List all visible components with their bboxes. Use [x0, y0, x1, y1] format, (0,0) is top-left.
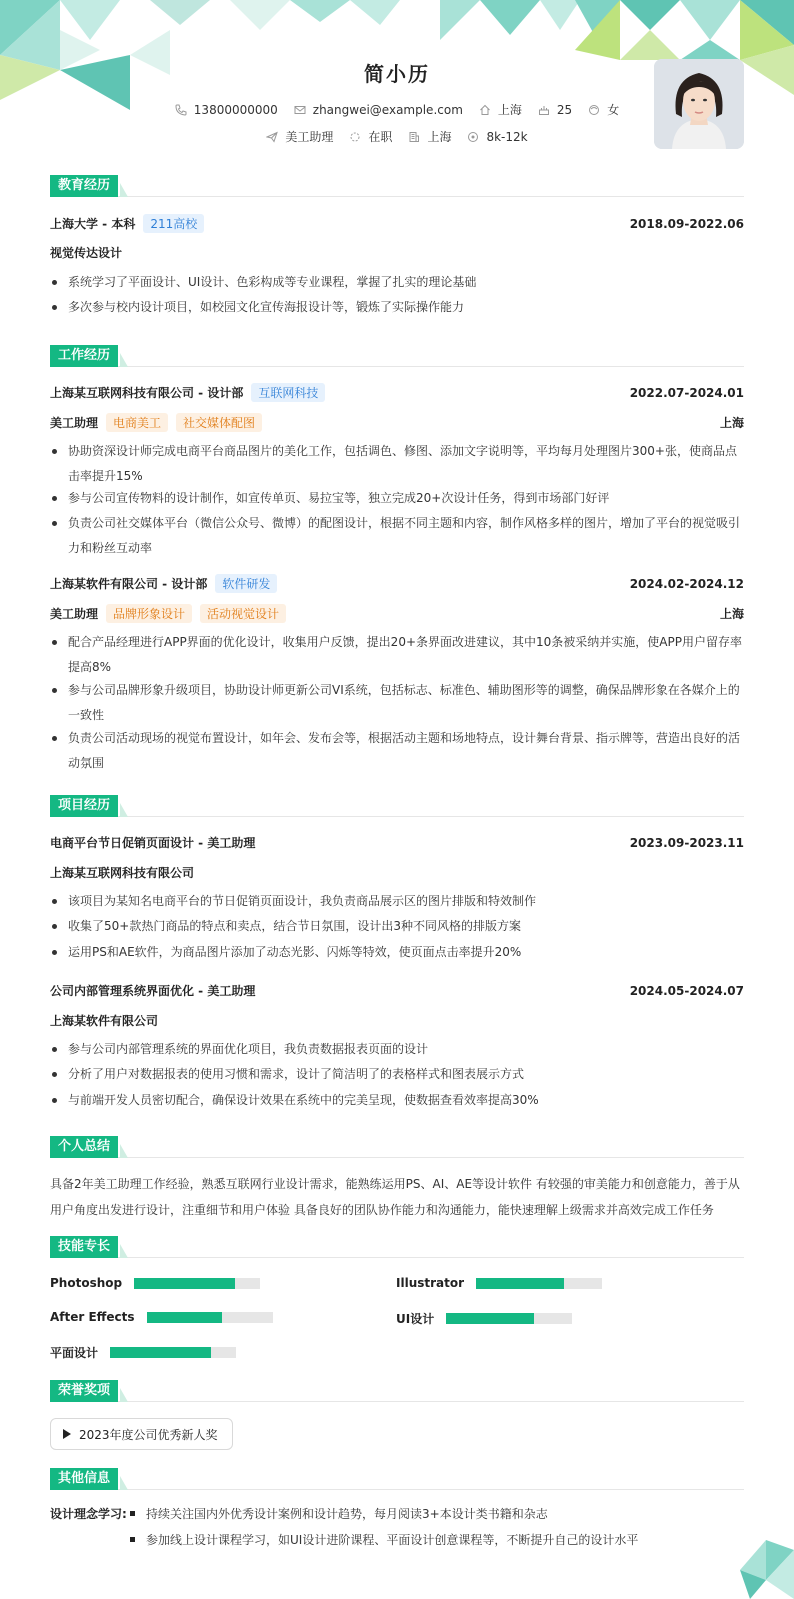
phone-icon: [175, 104, 187, 116]
major: 视觉传达设计: [50, 246, 123, 260]
list-item: 参与公司内部管理系统的界面优化项目，我负责数据报表页面的设计: [50, 1037, 744, 1062]
work-period: 2024.02-2024.12: [629, 576, 744, 591]
project-period: 2024.05-2024.07: [629, 983, 744, 998]
skill-item: [396, 1276, 602, 1290]
section-title: 技能专长: [50, 1236, 118, 1258]
send-icon: [266, 131, 278, 143]
candidate-name: 简小历: [364, 62, 430, 86]
role: 美工助理: [50, 607, 99, 621]
skill-item: [50, 1310, 273, 1324]
education-period: 2018.09-2022.06: [629, 216, 744, 231]
skill-level: [134, 1278, 235, 1289]
skill-name: Illustrator: [396, 1276, 465, 1290]
award-name: 2023年度公司优秀新人奖: [79, 1427, 218, 1442]
section-title: 个人总结: [50, 1136, 118, 1158]
skill-item: [50, 1276, 260, 1290]
section-title: 工作经历: [50, 345, 118, 367]
skill-bar: [134, 1278, 260, 1289]
section-title: 教育经历: [50, 175, 118, 197]
work-header: [50, 383, 744, 402]
role-tag: 活动视觉设计: [200, 604, 286, 623]
section-skills: [50, 1236, 744, 1258]
skill-item: [396, 1310, 572, 1327]
project-company: 上海某互联网科技有限公司: [50, 866, 195, 880]
list-item: 参加线上设计课程学习，如UI设计进阶课程、平面设计创意课程等，不断提升自己的设计水平: [130, 1531, 730, 1548]
list-item: 与前端开发人员密切配合，确保设计效果在系统中的完美呈现，使数据查看效率提高30%: [50, 1088, 744, 1113]
role-row: [50, 604, 744, 623]
skill-level: [476, 1278, 564, 1289]
list-item: 运用PS和AE软件，为商品图片添加了动态光影、闪烁等特效，使页面点击率提升20%: [50, 940, 744, 965]
skill-item: [50, 1344, 236, 1361]
project-period: 2023.09-2023.11: [629, 835, 744, 850]
project-header: [50, 834, 744, 851]
skill-level: [446, 1313, 534, 1324]
section-education: [50, 175, 744, 197]
list-item: 协助资深设计师完成电商平台商品图片的美化工作，包括调色、修图、添加文字说明等，平均每月处理图片300+张，使商品点击率提升15%: [50, 439, 744, 489]
list-item: 系统学习了平面设计、UI设计、色彩构成等专业课程，掌握了扎实的理论基础: [50, 270, 744, 295]
email-address: zhangwei@example.com: [312, 102, 463, 117]
corner-decoration: [740, 1540, 794, 1599]
list-item: 参与公司品牌形象升级项目，协助设计师更新公司VI系统，包括标志、标准色、辅助图形等的调整，确保品牌形象在各媒介上的一致性: [50, 678, 744, 728]
home-icon: [479, 104, 491, 116]
major-row: [50, 244, 744, 261]
industry-tag: 软件研发: [215, 574, 277, 593]
skill-name: Photoshop: [50, 1276, 123, 1290]
skill-level: [147, 1312, 223, 1323]
school-name: 上海大学 - 本科: [50, 217, 136, 231]
list-item: 该项目为某知名电商平台的节日促销页面设计，我负责商品展示区的图片排版和特效制作: [50, 889, 744, 914]
email-icon: [294, 104, 306, 116]
project-company-row: [50, 1012, 744, 1029]
profile-photo: [654, 59, 744, 149]
list-item: 参与公司宣传物料的设计制作，如宣传单页、易拉宝等，独立完成20+次设计任务，得到市场部门好评: [50, 486, 744, 511]
list-item: 收集了50+款热门商品的特点和卖点，结合节日氛围，设计出3种不同风格的排版方案: [50, 914, 744, 939]
section-title: 项目经历: [50, 795, 118, 817]
section-summary: [50, 1136, 744, 1158]
skill-name: 平面设计: [50, 1346, 99, 1360]
gender-icon: [588, 104, 600, 116]
location: 上海: [497, 103, 522, 117]
project-title: 公司内部管理系统界面优化 - 美工助理: [50, 984, 256, 998]
skill-bar: [476, 1278, 602, 1289]
work-header: [50, 574, 744, 593]
list-item: 负责公司活动现场的视觉布置设计，如年会、发布会等，根据活动主题和场地特点，设计舞台背景、指示牌等，营造出良好的活动氛围: [50, 726, 744, 776]
project-header: [50, 982, 744, 999]
gender: 女: [607, 103, 620, 117]
section-title: 荣誉奖项: [50, 1380, 118, 1402]
skill-name: After Effects: [50, 1310, 135, 1324]
target-position: 美工助理: [285, 130, 334, 144]
work-city: 上海: [719, 416, 744, 430]
project-company-row: [50, 864, 744, 881]
project-company: 上海某软件有限公司: [50, 1014, 159, 1028]
company-name: 上海某软件有限公司 - 设计部: [50, 577, 208, 591]
project-title: 电商平台节日促销页面设计 - 美工助理: [50, 836, 256, 850]
section-project: [50, 795, 744, 817]
education-header: [50, 214, 744, 233]
status-icon: [349, 131, 361, 143]
role-tag: 品牌形象设计: [106, 604, 192, 623]
role-tag: 社交媒体配图: [176, 413, 262, 432]
work-city: 上海: [719, 607, 744, 621]
other-label: 设计理念学习:: [50, 1507, 127, 1521]
section-title: 其他信息: [50, 1468, 118, 1490]
work-period: 2022.07-2024.01: [629, 385, 744, 400]
skill-bar: [446, 1313, 572, 1324]
list-item: 配合产品经理进行APP界面的优化设计，收集用户反馈，提出20+条界面改进建议，其中10条被采纳并实施，使APP用户留存率提高8%: [50, 630, 744, 680]
salary-icon: [467, 131, 479, 143]
company-name: 上海某互联网科技有限公司 - 设计部: [50, 386, 244, 400]
role-tag: 电商美工: [106, 413, 168, 432]
list-item: 负责公司社交媒体平台（微信公众号、微博）的配图设计，根据不同主题和内容，制作风格多样的图片，增加了平台的视觉吸引力和粉丝互动率: [50, 511, 744, 561]
age-icon: [538, 104, 550, 116]
list-item: 多次参与校内设计项目，如校园文化宣传海报设计等，锻炼了实际操作能力: [50, 295, 744, 320]
play-icon: [63, 1429, 71, 1439]
summary-text: 具备2年美工助理工作经验，熟悉互联网行业设计需求，能熟练运用PS、AI、AE等设计软件 有较强的审美能力和创意能力，善于从用户角度出发进行设计，注重细节和用户体验 具备良好的团队协作能力和沟通能力，能快速理解上级需求并高效完成工作任务: [50, 1177, 740, 1217]
section-other: [50, 1468, 744, 1490]
award-item[interactable]: [50, 1418, 233, 1450]
contact-info-row: [50, 101, 744, 118]
phone-number: 13800000000: [193, 102, 278, 117]
target-city: 上海: [427, 130, 452, 144]
section-work: [50, 345, 744, 367]
skill-bar: [147, 1312, 273, 1323]
school-tag: 211高校: [143, 214, 204, 233]
skill-level: [110, 1347, 211, 1358]
section-awards: [50, 1380, 744, 1402]
employment-status: 在职: [368, 130, 393, 144]
age: 25: [556, 102, 573, 117]
job-intent-row: [50, 128, 744, 145]
list-item: 持续关注国内外优秀设计案例和设计趋势，每月阅读3+本设计类书籍和杂志: [130, 1505, 730, 1522]
role: 美工助理: [50, 416, 99, 430]
expected-salary: 8k-12k: [486, 129, 528, 144]
skill-bar: [110, 1347, 236, 1358]
role-row: [50, 413, 744, 432]
building-icon: [408, 131, 420, 143]
industry-tag: 互联网科技: [251, 383, 325, 402]
skill-name: UI设计: [396, 1312, 435, 1326]
list-item: 分析了用户对数据报表的使用习惯和需求，设计了简洁明了的表格样式和图表展示方式: [50, 1062, 744, 1087]
